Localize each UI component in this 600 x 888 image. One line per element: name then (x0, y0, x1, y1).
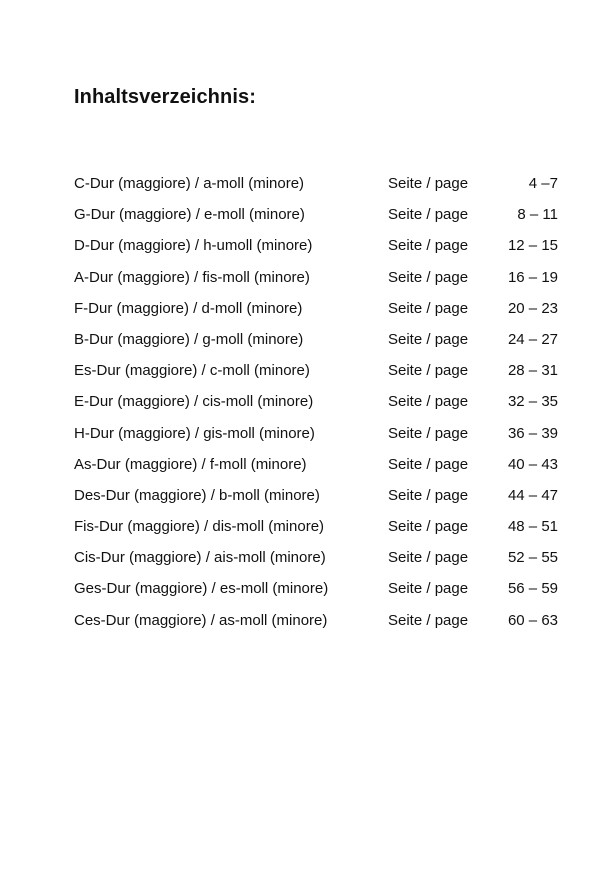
toc-row (74, 579, 558, 610)
toc-entry-title: F-Dur (maggiore) / d-moll (minore) (74, 299, 303, 317)
toc-page-range: 32 – 35 (507, 393, 558, 411)
toc-entry-title: H-Dur (maggiore) / gis-moll (minore) (74, 424, 315, 442)
toc-page-range: 4 –7 (528, 175, 558, 192)
toc-page-label: Seite / page (388, 455, 469, 473)
toc-row (74, 517, 558, 548)
toc-row (74, 236, 558, 267)
toc-page-label: Seite / page (388, 330, 469, 348)
toc-page-range: 44 – 47 (507, 486, 558, 504)
toc-row (74, 205, 558, 236)
toc-page-label: Seite / page (388, 362, 469, 380)
toc-entry-title: E-Dur (maggiore) / cis-moll (minore) (74, 393, 314, 411)
toc-entry-title: As-Dur (maggiore) / f-moll (minore) (74, 455, 307, 473)
toc-entry-title: Cis-Dur (maggiore) / ais-moll (minore) (74, 549, 326, 567)
toc-page-range: 60 – 63 (507, 611, 558, 629)
toc-page-range: 24 – 27 (507, 330, 558, 348)
toc-page-label: Seite / page (388, 175, 469, 192)
toc-row (74, 455, 558, 486)
toc-row (74, 361, 558, 392)
toc-page-label: Seite / page (388, 549, 469, 567)
toc-page-label: Seite / page (388, 206, 469, 224)
toc-page-label: Seite / page (388, 268, 469, 286)
toc-entry-title: A-Dur (maggiore) / fis-moll (minore) (74, 268, 310, 286)
toc-page-range: 52 – 55 (507, 549, 558, 567)
toc-entry-title: C-Dur (maggiore) / a-moll (minore) (74, 175, 305, 192)
toc-page-label: Seite / page (388, 299, 469, 317)
toc-row (74, 548, 558, 579)
toc-row (74, 330, 558, 361)
toc-page-label: Seite / page (388, 486, 469, 504)
page-title: Inhaltsverzeichnis: (74, 86, 256, 108)
toc-row (74, 299, 558, 330)
toc-page-label: Seite / page (388, 580, 469, 598)
toc-page-range: 36 – 39 (507, 424, 558, 442)
toc-row (74, 392, 558, 423)
toc-entry-title: B-Dur (maggiore) / g-moll (minore) (74, 330, 304, 348)
toc-row (74, 611, 558, 642)
toc-entry-title: Ges-Dur (maggiore) / es-moll (minore) (74, 580, 329, 598)
toc-page-range: 8 – 11 (517, 206, 558, 224)
toc-entry-title: G-Dur (maggiore) / e-moll (minore) (74, 206, 305, 224)
toc-page-range: 48 – 51 (507, 518, 558, 536)
toc-row (74, 174, 558, 205)
toc-entry-title: Fis-Dur (maggiore) / dis-moll (minore) (74, 518, 325, 536)
toc-entry-title: Es-Dur (maggiore) / c-moll (minore) (74, 362, 310, 380)
toc-page-label: Seite / page (388, 518, 469, 536)
toc-entry-title: D-Dur (maggiore) / h-umoll (minore) (74, 237, 313, 255)
table-of-contents (74, 174, 558, 642)
toc-page-label: Seite / page (388, 611, 469, 629)
toc-page-range: 16 – 19 (507, 268, 558, 286)
toc-row (74, 424, 558, 455)
toc-page-range: 28 – 31 (507, 362, 558, 380)
toc-page-range: 40 – 43 (507, 455, 558, 473)
toc-entry-title: Des-Dur (maggiore) / b-moll (minore) (74, 486, 320, 504)
toc-page-label: Seite / page (388, 237, 469, 255)
toc-row (74, 268, 558, 299)
toc-page-label: Seite / page (388, 424, 469, 442)
toc-page-label: Seite / page (388, 393, 469, 411)
toc-entry-title: Ces-Dur (maggiore) / as-moll (minore) (74, 611, 328, 629)
toc-row (74, 486, 558, 517)
toc-page-range: 20 – 23 (507, 299, 558, 317)
toc-page-range: 56 – 59 (507, 580, 558, 598)
toc-page-range: 12 – 15 (507, 237, 558, 255)
